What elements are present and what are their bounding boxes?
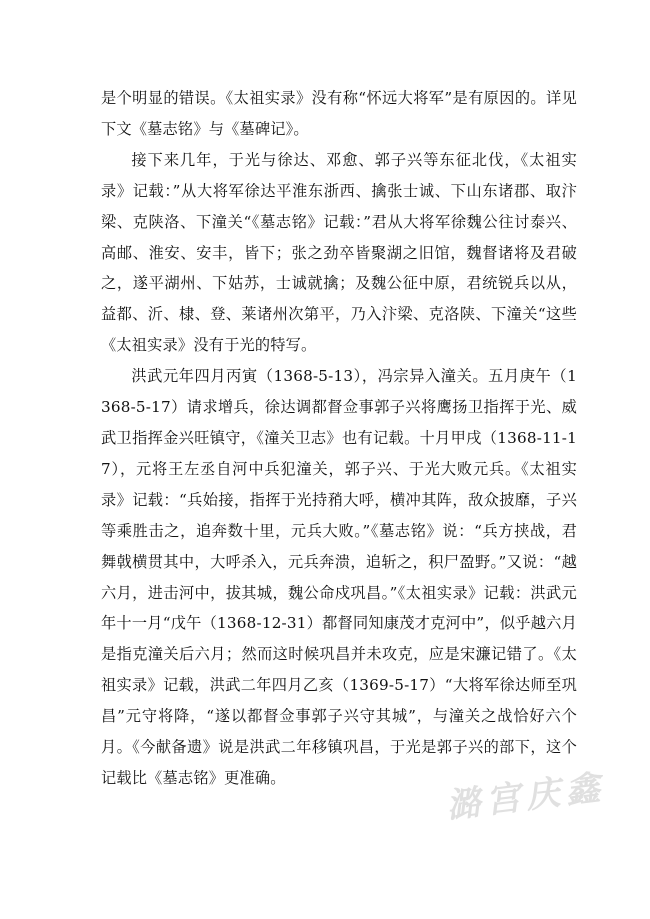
paragraph-continuation: 是个明显的错误。《太祖实录》没有称“怀远大将军”是有原因的。详见下文《墓志铭》与《墓碑记》。 [101,89,577,138]
article-body [101,83,577,794]
watermark-logo: 潞宫庆鑫 [444,767,608,827]
paragraph-campaigns: 接下来几年，于光与徐达、邓愈、郭子兴等东征北伐，《太祖实录》记载：”从大将军徐达平淮东浙西、擒张士诚、下山东诸郡、取汴梁、克陕洛、下潼关“《墓志铭》记载：”君从大将军徐魏公往讨泰兴、高邮、淮安、安丰，皆下；张之劲卒皆聚湖之旧馆，魏督诸将及君破之，遂平湖州、下姑苏，士诚就擒；及魏公征中原，君统锐兵以从，益都、沂、棣、登、莱诸州次第平，乃入汴梁、克洛陕、下潼关“这些《太祖实录》没有于光的特写。 [101,150,577,355]
paragraph-tongguan-battle: 洪武元年四月丙寅（1368-5-13），冯宗异入潼关。五月庚午（1368-5-17）请求增兵，徐达调都督佥事郭子兴将鹰扬卫指挥于光、威武卫指挥金兴旺镇守，《潼关卫志》也有记载。十月甲戌（1368-11-17），元将王左丞自河中兵犯潼关，郭子兴、于光大败元兵。《太祖实录》记载：“兵始接，指挥于光持矟大呼，横冲其阵，敌众披靡，子兴等乘胜击之，追奔数十里，元兵大败。”《墓志铭》说：“兵方挟战，君舞戟横贯其中，大呼杀入，元兵奔溃，追斩之，积尸盈野。”又说：“越六月，进击河中，拔其城，魏公命戍巩昌。”《太祖实录》记载：洪武元年十一月“戊午（1368-12-31）都督同知康茂才克河中”，似乎越六月是指克潼关后六月；然而这时候巩昌并未攻克，应是宋濂记错了。《太祖实录》记载，洪武二年四月乙亥（1369-5-17）“大将军徐达师至巩昌”元守将降，“遂以都督佥事郭子兴守其城”，与潼关之战恰好六个月。《今献备遗》说是洪武二年移镇巩昌，于光是郭子兴的部下，这个记载比《墓志铭》更准确。 [101,367,577,787]
